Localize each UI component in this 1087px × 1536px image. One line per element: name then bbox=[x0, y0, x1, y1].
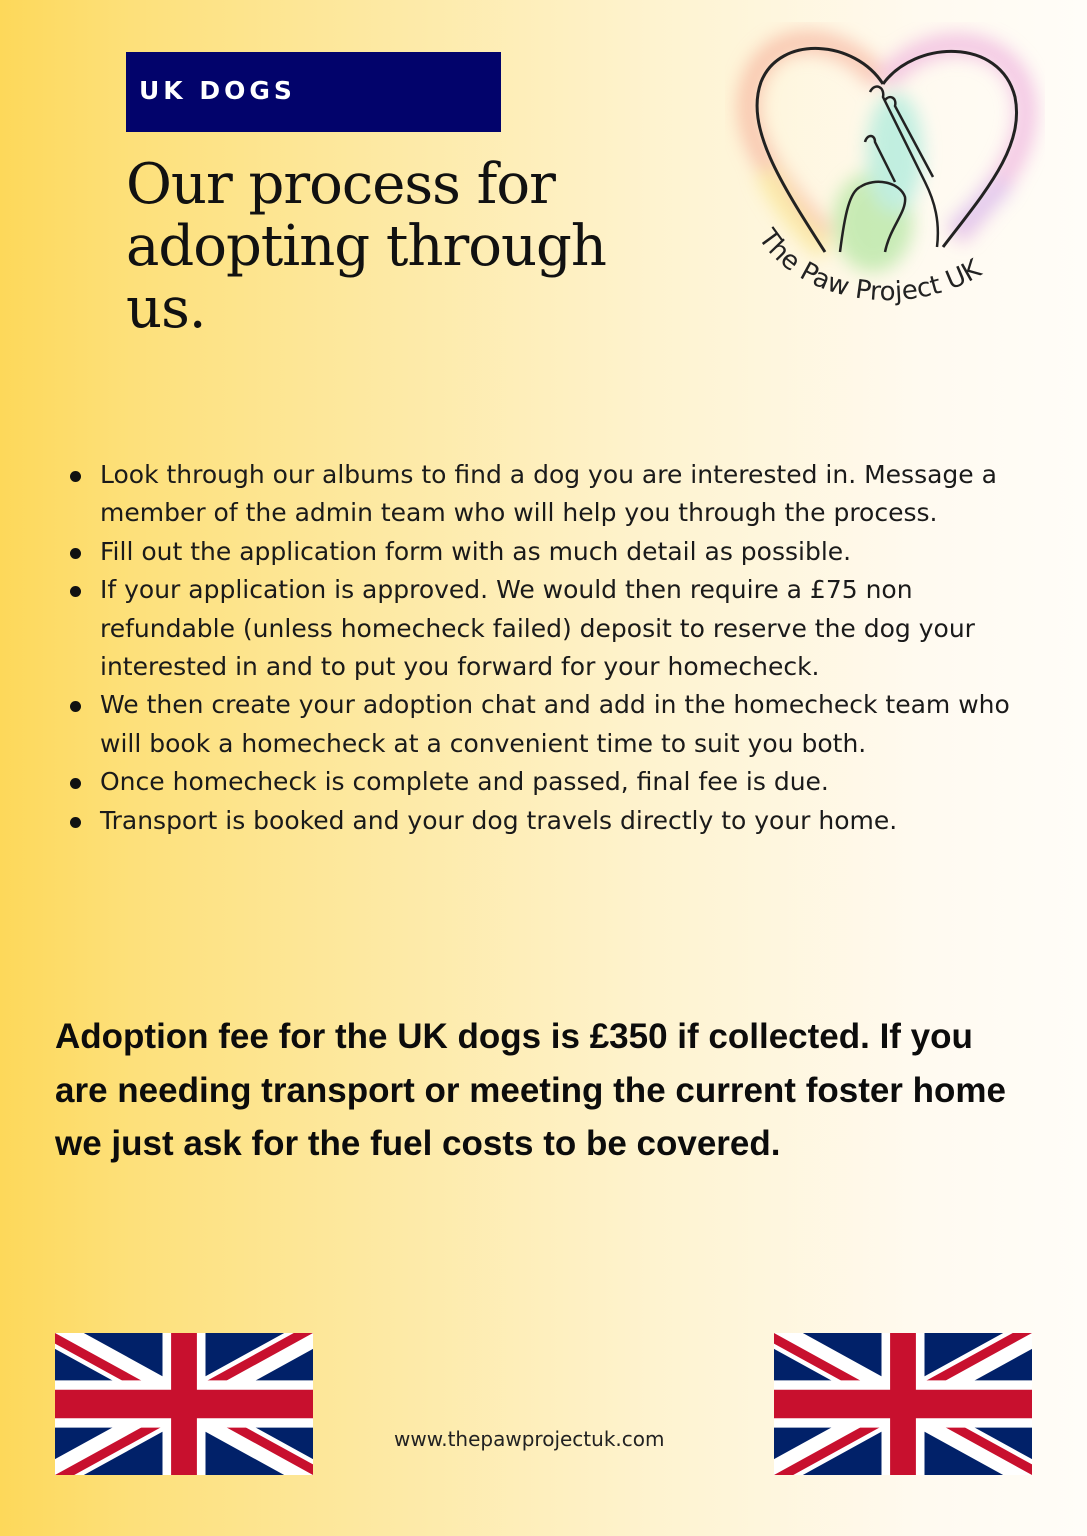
list-item: If your application is approved. We would then require a £75 non refundable (unless homecheck failed) deposit to reserve the dog your interested in and to put you forward for your homecheck. bbox=[100, 571, 1030, 686]
bullet-icon bbox=[70, 778, 81, 789]
page-title: Our process for adopting through us. bbox=[126, 152, 606, 341]
list-item: We then create your adoption chat and add in the homecheck team who will book a homecheck at a convenient time to suit you both. bbox=[100, 686, 1030, 763]
website-link[interactable]: www.thepawprojectuk.com bbox=[394, 1427, 665, 1451]
bullet-icon bbox=[70, 817, 81, 828]
list-item: Look through our albums to find a dog you are interested in. Message a member of the admin team who will help you through the process. bbox=[100, 456, 1030, 533]
category-tag-label: UK DOGS bbox=[139, 76, 296, 105]
uk-flag-icon bbox=[55, 1333, 313, 1475]
paw-project-logo-icon bbox=[725, 22, 1045, 322]
uk-flag-icon bbox=[774, 1333, 1032, 1475]
list-item: Transport is booked and your dog travels directly to your home. bbox=[100, 802, 1030, 840]
bullet-icon bbox=[70, 471, 81, 482]
logo-text: The Paw Project UK bbox=[752, 223, 987, 308]
category-tag bbox=[126, 52, 501, 132]
bullet-icon bbox=[70, 701, 81, 712]
adoption-steps-list bbox=[100, 456, 1030, 840]
list-item: Once homecheck is complete and passed, final fee is due. bbox=[100, 763, 1030, 801]
bullet-icon bbox=[70, 548, 81, 559]
bullet-icon bbox=[70, 586, 81, 597]
list-item: Fill out the application form with as much detail as possible. bbox=[100, 533, 1030, 571]
adoption-fee-note: Adoption fee for the UK dogs is £350 if collected. If you are needing transport or meeting the current foster home we just ask for the fuel costs to be covered. bbox=[55, 1017, 1006, 1163]
